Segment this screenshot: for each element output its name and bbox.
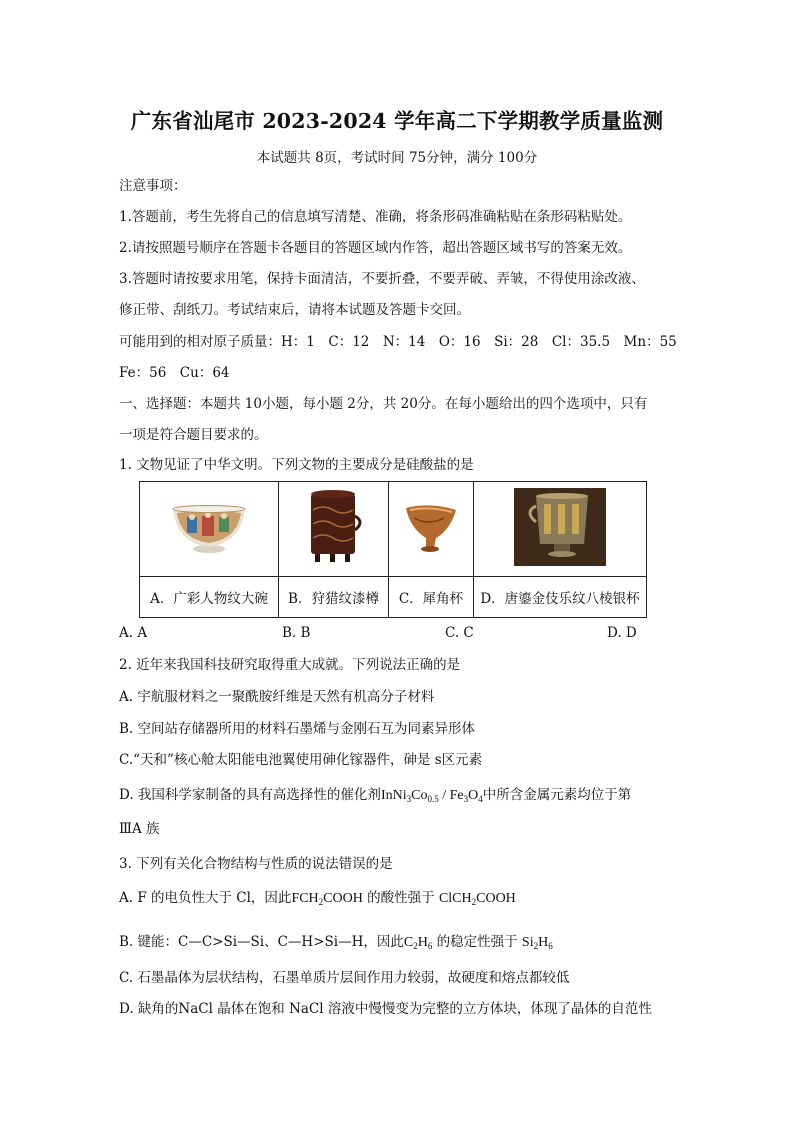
clch2cooh-formula: ClCH$_2$COOH <box>438 891 516 907</box>
choice-b[interactable]: B. B <box>282 625 311 641</box>
question-2-option-a: A. 宇航服材料之一聚酰胺纤维是天然有机高分子材料 <box>119 689 435 705</box>
question-3-option-a-mid: 的酸性强于 <box>362 890 439 906</box>
question-3-option-a <box>119 889 516 908</box>
question-3-option-c: C. 石墨晶体为层状结构，石墨单质片层间作用力较弱，故硬度和熔点都较低 <box>119 970 570 986</box>
choice-a[interactable]: A. A <box>119 625 148 641</box>
choice-d[interactable]: D. D <box>607 625 637 641</box>
question-3-option-b-mid: 的稳定性强于 <box>432 934 522 950</box>
relic-image-cell-b <box>279 482 389 577</box>
question-3-stem: 3. 下列有关化合物结构与性质的说法错误的是 <box>119 856 393 872</box>
question-3-option-a-prefix: A. F 的电负性大于 Cl，因此 <box>119 890 292 906</box>
relic-caption-b: B．狩猎纹漆樽 <box>279 577 389 618</box>
relic-image-cell-c <box>389 482 474 577</box>
lacquer-vessel-image <box>299 488 369 566</box>
rhino-horn-cup-image <box>400 500 462 554</box>
question-2-option-c: C.“天和”核心舱太阳能电池翼使用砷化镓器件，砷是 s区元素 <box>119 752 483 768</box>
question-3-option-d: D. 缺角的NaCl 晶体在饱和 NaCl 溶液中慢慢变为完整的立方体块，体现了晶体的自范性 <box>119 1001 652 1017</box>
porcelain-bowl-image <box>169 499 249 555</box>
section-intro-line2: 一项是符合题目要求的。 <box>119 427 268 443</box>
note-item-3b: 修正带、刮纸刀。考试结束后，请将本试题及答题卡交回。 <box>119 302 470 318</box>
atomic-masses-line2: Fe：56 Cu：64 <box>119 365 230 381</box>
note-item-3a: 3.答题时请按要求用笔，保持卡面清洁，不要折叠，不要弄破、弄皱，不得使用涂改液、 <box>119 271 645 287</box>
question-2-option-d-suffix: 中所含金属元素均位于第 <box>482 787 632 803</box>
section-intro-line1: 一、选择题：本题共 10小题，每小题 2分，共 20分。在每小题给出的四个选项中，只有 <box>119 396 648 412</box>
silver-cup-image <box>514 488 606 566</box>
question-3-option-b-prefix: B. 键能：C—C>Si—Si、C—H>Si—H，因此 <box>119 934 404 950</box>
question-2-option-b: B. 空间站存储器所用的材料石墨烯与金刚石互为同素异形体 <box>119 721 476 737</box>
question-2-option-d-line2: ⅢA 族 <box>119 821 160 837</box>
question-1-stem: 1. 文物见证了中华文明。下列文物的主要成分是硅酸盐的是 <box>119 457 474 473</box>
relic-caption-c: C．犀角杯 <box>389 577 474 618</box>
question-2-stem: 2. 近年来我国科技研究取得重大成就。下列说法正确的是 <box>119 657 461 673</box>
relic-image-cell-a <box>140 482 279 577</box>
page-title: 广东省汕尾市 2023-2024 学年高二下学期教学质量监测 <box>130 109 664 133</box>
question-2-option-d <box>119 786 631 805</box>
choice-c[interactable]: C. C <box>445 625 474 641</box>
atomic-masses-line1: 可能用到的相对原子质量：H：1 C：12 N：14 O：16 Si：28 Cl：35.5 Mn：55 <box>119 334 677 350</box>
question-2-option-d-prefix: D. 我国科学家制备的具有高选择性的催化剂 <box>119 787 381 803</box>
si2h6-formula: $Si_2H_6$ <box>521 935 553 951</box>
relic-caption-d: D．唐鎏金伎乐纹八棱银杯 <box>474 577 647 618</box>
note-item-2: 2.请按照题号顺序在答题卡各题目的答题区域内作答，超出答题区域书写的答案无效。 <box>119 240 632 256</box>
relic-image-cell-d <box>474 482 647 577</box>
question-3-option-b <box>119 933 553 952</box>
relics-table <box>139 481 647 618</box>
fch2cooh-formula: $FCH_2COOH$ <box>291 891 363 907</box>
exam-info: 本试题共 8页，考试时间 75分钟，满分 100分 <box>256 150 538 166</box>
relic-caption-a: A．广彩人物纹大碗 <box>140 577 279 618</box>
notes-heading: 注意事项： <box>119 178 187 194</box>
note-item-1: 1.答题前，考生先将自己的信息填写清楚、准确，将条形码准确粘贴在条形码粘贴处。 <box>119 209 632 225</box>
catalyst-formula: $InNi_3Co_{0.5} / Fe_3O_4$ <box>380 788 483 804</box>
c2h6-formula: $C_2H_6$ <box>403 935 433 951</box>
